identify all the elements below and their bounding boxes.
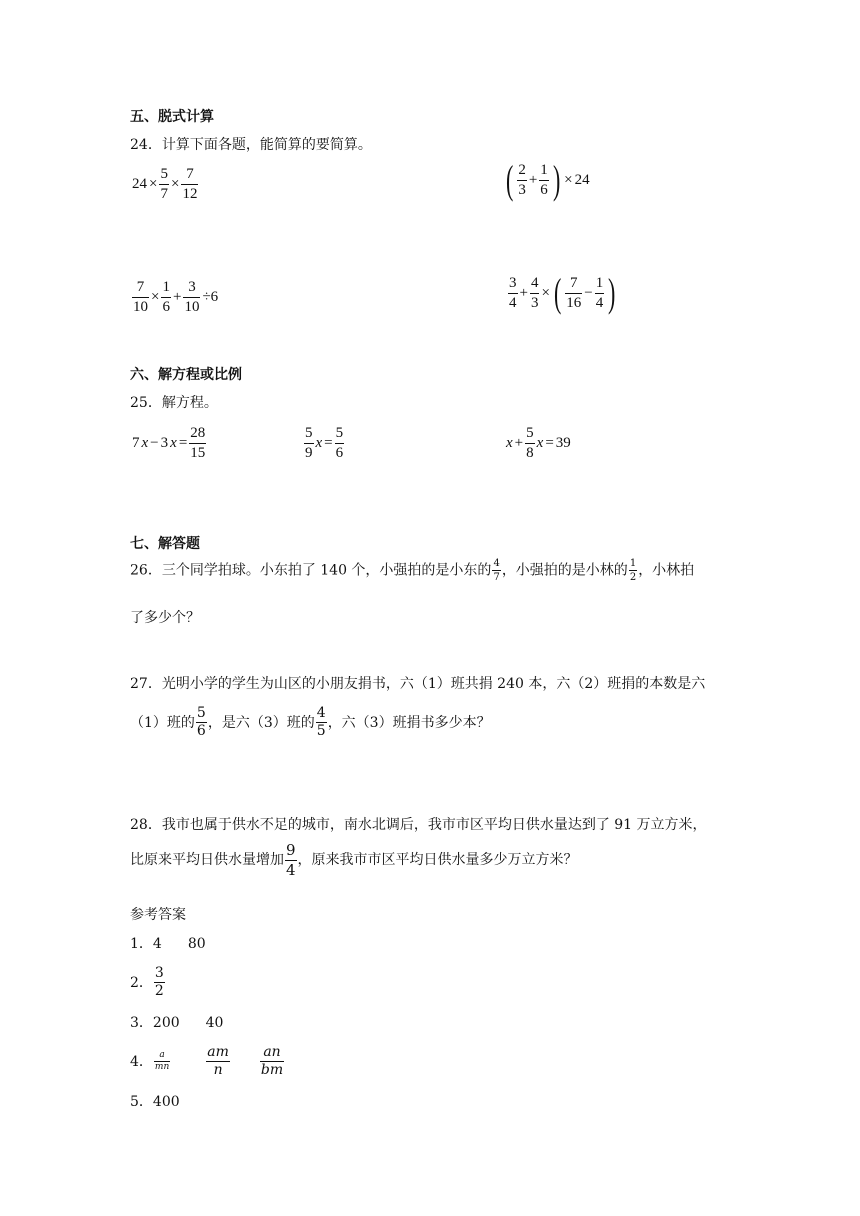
fraction: $\frac{1}{4}$	[595, 275, 604, 311]
answer-4: 4． $\frac{a}{mn}$ $\frac{am}{n}$ $\frac{an}{bm}$	[130, 1044, 284, 1079]
question-26-line-2: 了多少个？	[130, 610, 200, 626]
question-28-line-2: 比原来平均日供水量增加 $\frac{9}{4}$ ，原来我市市区平均日供水量多少万立方米？	[130, 841, 578, 879]
fraction: $\frac{28}{15}$	[190, 425, 206, 461]
question-27-line-2: （1）班的 $\frac{5}{6}$ ，是六（3）班的 $\frac{4}{5}$ ，六（3）班捐书多少本？	[130, 705, 491, 740]
fraction: $\frac{3}{2}$	[154, 965, 164, 1000]
q25-equation-1: 7 x − 3 x = $\frac{28}{15}$	[132, 425, 206, 461]
fraction: $\frac{3}{10}$	[184, 279, 200, 315]
answer-1: 1．4 80	[130, 936, 206, 952]
section-heading-5: 五、脱式计算	[130, 109, 214, 125]
fraction: $\frac{a}{mn}$	[154, 1049, 170, 1073]
fraction: $\frac{7}{16}$	[566, 275, 582, 311]
number: 24	[574, 171, 590, 188]
fraction: $\frac{4}{3}$	[530, 275, 539, 311]
fraction: $\frac{5}{6}$	[196, 705, 206, 740]
fraction: $\frac{1}{6}$	[162, 279, 170, 315]
answer-2: 2． $\frac{3}{2}$	[130, 965, 164, 1000]
answer-3: 3．200 40	[130, 1015, 224, 1031]
q24-expression-3: $\frac{7}{10}$ × $\frac{1}{6}$ + $\frac{3}{10}$ ÷6	[133, 279, 219, 315]
fraction: $\frac{an}{bm}$	[260, 1044, 284, 1079]
fraction: $\frac{9}{4}$	[286, 841, 296, 879]
section-heading-6: 六、解方程或比例	[130, 367, 242, 383]
answers-title: 参考答案	[130, 907, 186, 923]
fraction: $\frac{7}{10}$	[133, 279, 148, 315]
fraction: $\frac{2}{3}$	[518, 162, 526, 198]
q24-expression-2: ( $\frac{2}{3}$ + $\frac{1}{6}$ ) × 24	[505, 157, 590, 202]
answer-5: 5．400	[130, 1094, 180, 1110]
operator: ÷6	[202, 288, 219, 305]
question-25-stem: 25．解方程。	[130, 395, 218, 411]
fraction: $\frac{5}{9}$	[305, 425, 313, 461]
q25-equation-2: $\frac{5}{9}$ x = $\frac{5}{6}$	[305, 425, 344, 461]
section-heading-7: 七、解答题	[130, 536, 200, 552]
fraction: $\frac{5}{8}$	[526, 425, 534, 461]
number: 24	[132, 175, 147, 192]
question-27-line-1: 27．光明小学的学生为山区的小朋友捐书，六（1）班共捐 240 本，六（2）班捐的本数是六	[130, 676, 706, 692]
q25-equation-3: x + $\frac{5}{8}$ x = 39	[506, 425, 571, 461]
fraction: $\frac{5}{7}$	[160, 166, 168, 202]
fraction: $\frac{5}{6}$	[335, 425, 344, 461]
question-24-stem: 24．计算下面各题，能简算的要简算。	[130, 137, 372, 153]
fraction: $\frac{7}{12}$	[182, 166, 198, 202]
q24-expression-4: $\frac{3}{4}$ + $\frac{4}{3}$ ×( $\frac{7}{16}$ − $\frac{1}{4}$ )	[509, 270, 616, 315]
fraction: $\frac{4}{7}$	[493, 558, 500, 583]
fraction: $\frac{3}{4}$	[509, 275, 517, 311]
fraction: $\frac{4}{5}$	[316, 705, 326, 740]
question-26-line-1: 26．三个同学拍球。小东拍了 140 个，小强拍的是小东的 $\frac{4}{7}$ ，小强拍的是小林的 $\frac{1}{2}$ ，小林拍	[130, 558, 695, 583]
fraction: $\frac{am}{n}$	[207, 1044, 229, 1079]
fraction: $\frac{1}{6}$	[540, 162, 548, 198]
fraction: $\frac{1}{2}$	[629, 558, 637, 583]
question-28-line-1: 28．我市也属于供水不足的城市，南水北调后，我市市区平均日供水量达到了 91 万立方米，	[130, 817, 707, 833]
q24-expression-1: 24 × $\frac{5}{7}$ × $\frac{7}{12}$	[132, 166, 198, 202]
